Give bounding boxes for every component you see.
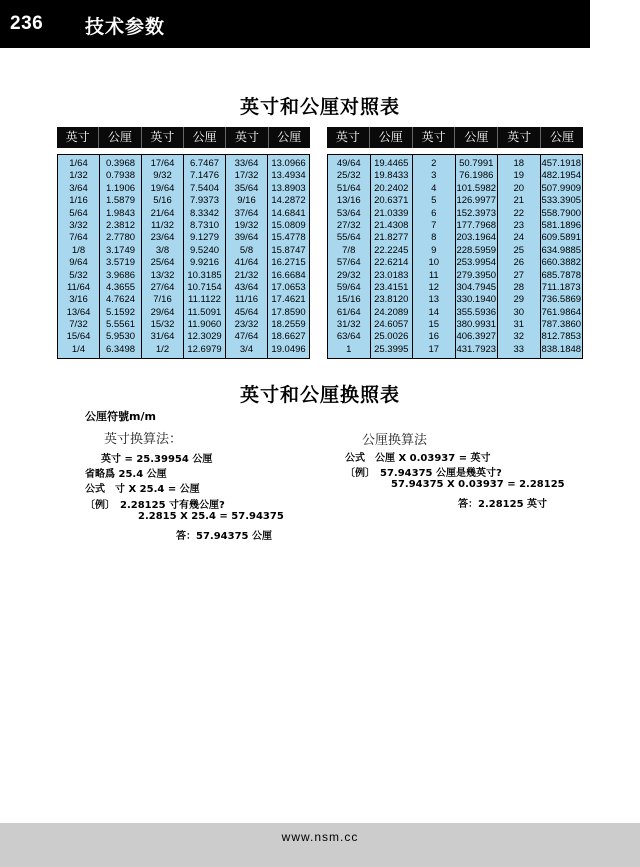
table-cell: 32 <box>513 331 525 343</box>
table-cell: 3/4 <box>239 343 254 355</box>
table-cell: 33/64 <box>234 158 259 169</box>
table-cell: 21 <box>513 195 525 207</box>
mm-method-line: 57.94375 X 0.03937 = 2.28125 <box>391 479 565 490</box>
table-cell: 5.9530 <box>105 331 136 343</box>
table-cell: 355.5936 <box>456 306 497 318</box>
table-cell: 812.7853 <box>541 331 582 343</box>
table-cell: 3.5719 <box>105 257 136 269</box>
table-cell: 45/64 <box>234 306 259 318</box>
table-cell: 228.5959 <box>456 244 497 256</box>
table-cell: 39/64 <box>234 232 259 244</box>
table-cell: 406.3927 <box>456 331 497 343</box>
table-cell: 13/64 <box>66 306 91 318</box>
table-cell: 12.3029 <box>187 331 222 343</box>
table-cell: 5 <box>431 195 437 207</box>
table-cell: 17.4621 <box>271 294 306 306</box>
inch-method-line: 2.2815 X 25.4 = 57.94375 <box>138 511 284 522</box>
table-cell: 55/64 <box>336 232 361 244</box>
table-cell: 9.1279 <box>189 232 220 244</box>
table-cell: 711.1873 <box>541 281 581 293</box>
table-cell: 22.2245 <box>374 244 409 256</box>
table-cell: 27/64 <box>150 281 175 293</box>
table-cell: 279.3950 <box>456 269 497 281</box>
table-cell: 24.2089 <box>374 306 409 318</box>
table-column <box>268 155 309 358</box>
table-cell: 12 <box>428 281 440 293</box>
table-cell: 18.2559 <box>271 319 306 331</box>
table-cell: 16.2715 <box>271 257 306 269</box>
mm-method-line: 答：2.28125 英寸 <box>458 499 548 510</box>
table-cell: 24.6057 <box>374 319 409 331</box>
table-cell: 17.0653 <box>271 281 306 293</box>
header-inch: 英寸 <box>57 127 99 148</box>
table-cell: 152.3973 <box>456 207 497 219</box>
table-cell: 50.7991 <box>459 158 494 169</box>
table-cell: 19.4465 <box>374 158 409 169</box>
table-cell: 9/32 <box>153 170 172 182</box>
conversion-method-title: 英寸和公厘换照表 <box>239 384 400 406</box>
table-cell: 0.3968 <box>105 158 136 169</box>
table-cell: 14.2872 <box>271 195 306 207</box>
table-cell: 20 <box>513 182 525 194</box>
table-cell: 13.8903 <box>271 182 306 194</box>
table-cell: 9.9216 <box>189 257 220 269</box>
table-cell: 21.4308 <box>374 219 409 231</box>
table-cell: 51/64 <box>336 182 361 194</box>
header-mm: 公厘 <box>277 130 302 144</box>
conversion-table-right <box>327 127 583 359</box>
table-column <box>541 155 583 358</box>
header-inch: 英寸 <box>226 127 268 148</box>
table-cell: 11/32 <box>150 219 175 231</box>
table-cell: 177.7968 <box>456 219 497 231</box>
table-cell: 7/32 <box>69 319 88 331</box>
table-cell: 9/64 <box>69 257 88 269</box>
table-cell: 11.5091 <box>187 306 222 318</box>
table-cell: 2.3812 <box>105 219 136 231</box>
table-column <box>413 155 456 358</box>
inch-method-line: 公式 寸 X 25.4 = 公厘 <box>85 484 200 495</box>
table-cell: 101.5982 <box>456 182 497 194</box>
table-cell: 3/64 <box>69 182 88 194</box>
table-cell: 23 <box>513 219 525 231</box>
table-body <box>327 154 583 359</box>
table-column <box>142 155 184 358</box>
table-cell: 57/64 <box>336 257 361 269</box>
table-cell: 7/16 <box>153 294 172 306</box>
table-cell: 22.6214 <box>374 257 409 269</box>
table-cell: 19/32 <box>234 219 259 231</box>
table-cell: 19 <box>513 170 525 182</box>
inch-method-line: 英寸 = 25.39954 公厘 <box>101 454 213 465</box>
table-cell: 5/64 <box>69 207 88 219</box>
table-cell: 76.1986 <box>459 170 494 182</box>
table-cell: 660.3882 <box>541 257 582 269</box>
table-cell: 7.1476 <box>189 170 220 182</box>
table-cell: 1 <box>346 343 352 355</box>
table-cell: 13 <box>428 294 440 306</box>
table-cell: 12.6979 <box>187 343 222 355</box>
table-cell: 11/64 <box>66 281 91 293</box>
table-cell: 1.1906 <box>105 182 136 194</box>
table-column <box>328 155 371 358</box>
page-header <box>0 0 590 48</box>
table-cell: 9.5240 <box>189 244 220 256</box>
table-cell: 19/64 <box>150 182 175 194</box>
table-cell: 11.9060 <box>187 319 222 331</box>
table-cell: 3/8 <box>155 244 170 256</box>
header-mm: 公厘 <box>99 127 141 148</box>
table-cell: 9/16 <box>237 195 256 207</box>
table-cell: 330.1940 <box>456 294 497 306</box>
table-cell: 2 <box>431 158 437 169</box>
table-cell: 15.8747 <box>271 244 306 256</box>
table-cell: 1/16 <box>69 195 88 207</box>
table-cell: 4 <box>431 182 437 194</box>
table-cell: 35/64 <box>234 182 259 194</box>
table-cell: 15.0809 <box>271 219 306 231</box>
table-cell: 609.5891 <box>541 232 582 244</box>
table-cell: 33 <box>513 343 525 355</box>
table-cell: 37/64 <box>234 207 259 219</box>
table-header <box>327 127 583 148</box>
table-cell: 14 <box>428 306 440 318</box>
table-cell: 63/64 <box>336 331 361 343</box>
table-cell: 59/64 <box>336 281 361 293</box>
table-cell: 203.1964 <box>456 232 497 244</box>
table-cell: 25 <box>513 244 525 256</box>
table-cell: 507.9909 <box>541 182 582 194</box>
table-cell: 15/16 <box>336 294 361 306</box>
table-cell: 21/64 <box>150 207 175 219</box>
table-cell: 18.6627 <box>271 331 306 343</box>
table-cell: 23.4151 <box>374 281 409 293</box>
table-cell: 17/32 <box>234 170 259 182</box>
table-cell: 7/64 <box>69 232 88 244</box>
table-column <box>58 155 100 358</box>
inch-method-heading: 英寸换算法： <box>104 432 183 447</box>
table-cell: 25/64 <box>150 257 175 269</box>
table-cell: 24 <box>513 232 525 244</box>
table-cell: 14.6841 <box>271 207 306 219</box>
table-cell: 7.9373 <box>189 195 220 207</box>
mm-method-line: 公式 公厘 X 0.03937 = 英寸 <box>345 453 491 464</box>
table-cell: 5/8 <box>239 244 254 256</box>
table-cell: 126.9977 <box>456 195 497 207</box>
table-cell: 11.1122 <box>188 294 221 306</box>
table-cell: 1/2 <box>155 343 170 355</box>
table-cell: 8 <box>431 232 437 244</box>
table-cell: 43/64 <box>234 281 259 293</box>
table-cell: 1/4 <box>71 343 86 355</box>
table-cell: 4.3655 <box>105 281 136 293</box>
table-cell: 11 <box>428 269 439 281</box>
table-column <box>226 155 268 358</box>
table-cell: 787.3860 <box>541 319 582 331</box>
table-cell: 685.7878 <box>541 269 582 281</box>
inch-method-line: 省略爲 25.4 公厘 <box>85 469 167 480</box>
table-cell: 25.3995 <box>374 343 409 355</box>
table-cell: 8.3342 <box>189 207 220 219</box>
table-cell: 431.7923 <box>456 343 497 355</box>
table-cell: 581.1896 <box>541 219 582 231</box>
table-cell: 20.2402 <box>374 182 409 194</box>
table-cell: 5.1592 <box>105 306 136 318</box>
section-heading: 技术参数 <box>85 16 166 38</box>
table-cell: 1.5879 <box>105 195 136 207</box>
table-cell: 16.6684 <box>271 269 306 281</box>
footer-url: www.nsm.cc <box>281 830 359 844</box>
table-cell: 7 <box>431 219 437 231</box>
header-inch: 英寸 <box>498 127 541 148</box>
table-cell: 13.0966 <box>271 158 306 169</box>
table-cell: 5.5561 <box>105 319 136 331</box>
header-mm: 公厘 <box>370 127 413 148</box>
unit-note: 公厘符號m/m <box>85 410 156 423</box>
table-cell: 29/64 <box>150 306 175 318</box>
mm-method-line: 〔例〕 57.94375 公厘是幾英寸? <box>345 468 502 479</box>
table-cell: 10.3185 <box>187 269 222 281</box>
table-cell: 21.8277 <box>374 232 409 244</box>
table-cell: 17/64 <box>150 158 175 169</box>
table-column <box>184 155 226 358</box>
header-inch: 英寸 <box>413 127 456 148</box>
table-cell: 6.3498 <box>105 343 136 355</box>
table-cell: 31/32 <box>336 319 361 331</box>
table-cell: 0.7938 <box>105 170 136 182</box>
table-column <box>456 155 499 358</box>
table-cell: 380.9931 <box>456 319 497 331</box>
table-cell: 25.0026 <box>374 331 409 343</box>
table-cell: 28 <box>513 281 525 293</box>
table-cell: 736.5869 <box>541 294 582 306</box>
table-cell: 47/64 <box>234 331 259 343</box>
table-cell: 13.4934 <box>271 170 306 182</box>
table-cell: 5/32 <box>69 269 88 281</box>
table-cell: 838.1848 <box>541 343 582 355</box>
table-cell: 30 <box>513 306 525 318</box>
table-cell: 3/16 <box>69 294 88 306</box>
conversion-table-title: 英寸和公厘对照表 <box>239 96 400 118</box>
table-cell: 13/16 <box>336 195 361 207</box>
table-cell: 482.1954 <box>541 170 582 182</box>
table-cell: 20.6371 <box>374 195 409 207</box>
table-cell: 304.7945 <box>456 281 497 293</box>
table-cell: 253.9954 <box>456 257 497 269</box>
table-cell: 6.7467 <box>189 158 220 169</box>
table-body <box>57 154 310 359</box>
table-header <box>57 127 310 148</box>
table-cell: 27/32 <box>336 219 361 231</box>
table-cell: 16 <box>428 331 440 343</box>
table-cell: 25/32 <box>336 170 361 182</box>
page-number: 236 <box>10 13 44 34</box>
conversion-table-left <box>57 127 310 359</box>
table-cell: 3 <box>431 170 437 182</box>
header-inch: 英寸 <box>142 127 184 148</box>
table-cell: 31 <box>513 319 525 331</box>
table-cell: 23.0183 <box>374 269 409 281</box>
table-column <box>371 155 414 358</box>
table-cell: 21.0339 <box>374 207 409 219</box>
table-column <box>100 155 142 358</box>
table-cell: 61/64 <box>336 306 361 318</box>
table-column <box>498 155 541 358</box>
table-cell: 1/8 <box>71 244 86 256</box>
table-cell: 26 <box>513 257 525 269</box>
mm-method-heading: 公厘换算法 <box>362 433 428 448</box>
table-cell: 17 <box>428 343 440 355</box>
table-cell: 1.9843 <box>105 207 136 219</box>
header-mm: 公厘 <box>550 130 575 144</box>
table-cell: 13/32 <box>150 269 175 281</box>
table-cell: 10.7154 <box>187 281 222 293</box>
table-cell: 8.7310 <box>189 219 220 231</box>
table-cell: 10 <box>428 257 440 269</box>
table-cell: 9 <box>431 244 437 256</box>
table-cell: 41/64 <box>234 257 259 269</box>
table-cell: 15 <box>428 319 440 331</box>
table-cell: 3.9686 <box>105 269 136 281</box>
table-cell: 1/32 <box>69 170 88 182</box>
header-mm: 公厘 <box>455 127 498 148</box>
table-cell: 53/64 <box>336 207 361 219</box>
table-cell: 1/64 <box>69 158 88 169</box>
table-cell: 22 <box>513 207 525 219</box>
table-cell: 27 <box>513 269 525 281</box>
table-cell: 23/64 <box>150 232 175 244</box>
table-cell: 15/32 <box>150 319 175 331</box>
table-cell: 23/32 <box>234 319 259 331</box>
table-cell: 18 <box>513 158 525 169</box>
table-cell: 533.3905 <box>541 195 582 207</box>
table-cell: 7/8 <box>342 244 356 256</box>
table-cell: 457.1918 <box>541 158 582 169</box>
table-cell: 7.5404 <box>189 182 220 194</box>
table-cell: 558.7900 <box>541 207 582 219</box>
table-cell: 19.0496 <box>271 343 306 355</box>
table-cell: 15.4778 <box>271 232 306 244</box>
table-cell: 21/32 <box>234 269 259 281</box>
table-cell: 634.9885 <box>541 244 582 256</box>
table-cell: 31/64 <box>150 331 175 343</box>
table-cell: 6 <box>431 207 437 219</box>
table-cell: 2.7780 <box>105 232 136 244</box>
table-cell: 761.9864 <box>541 306 582 318</box>
table-cell: 49/64 <box>336 158 361 169</box>
table-cell: 5/16 <box>153 195 172 207</box>
table-cell: 15/64 <box>66 331 91 343</box>
table-cell: 3/32 <box>69 219 88 231</box>
header-inch: 英寸 <box>327 127 370 148</box>
table-cell: 11/16 <box>234 294 259 306</box>
table-cell: 23.8120 <box>374 294 409 306</box>
inch-method-line: 〔例〕 2.28125 寸有幾公厘? <box>85 500 225 511</box>
table-cell: 19.8433 <box>374 170 409 182</box>
inch-method-line: 答：57.94375 公厘 <box>176 531 272 542</box>
table-cell: 3.1749 <box>105 244 136 256</box>
table-cell: 17.8590 <box>271 306 306 318</box>
header-mm: 公厘 <box>184 127 226 148</box>
table-cell: 29 <box>513 294 525 306</box>
table-cell: 29/32 <box>336 269 361 281</box>
table-cell: 4.7624 <box>105 294 136 306</box>
